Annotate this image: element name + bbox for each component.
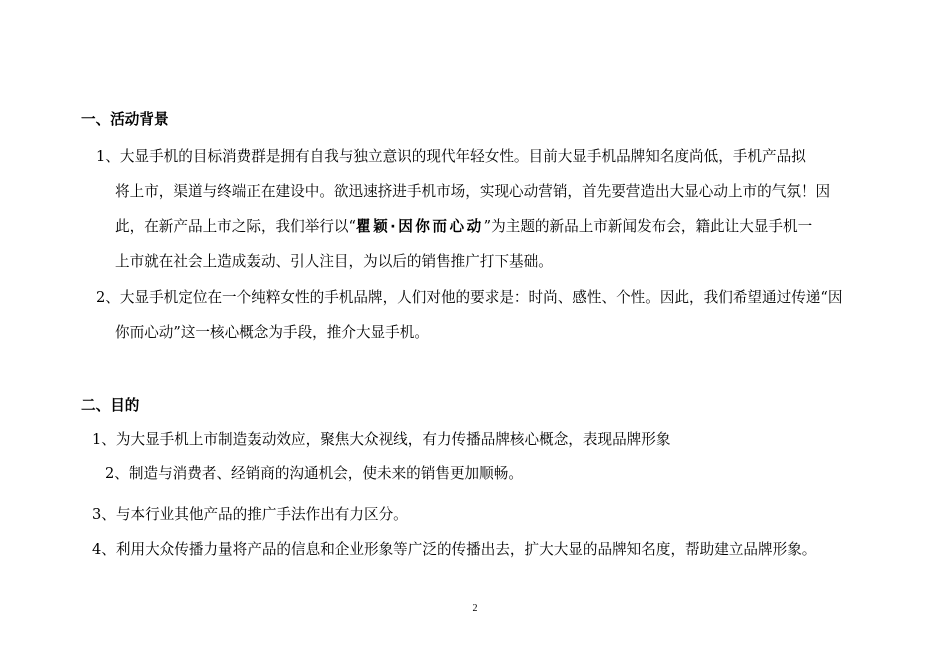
background-paragraph-2-line-2: 你而心动”这一核心概念为手段，推介大显手机。: [115, 324, 429, 341]
event-theme-text: 瞿颖·因你而心动: [355, 218, 484, 235]
purpose-item-4: 4、利用大众传播力量将产品的信息和企业形象等广泛的传播出去，扩大大显的品牌知名度，帮助建立品牌形象。: [92, 541, 817, 558]
background-paragraph-2-line-1: 2、大显手机定位在一个纯粹女性的手机品牌，人们对他的要求是：时尚、感性、个性。因此，我们希望通过传递“因: [96, 289, 843, 306]
purpose-item-3: 3、与本行业其他产品的推广手法作出有力区分。: [92, 506, 408, 523]
background-paragraph-1-line-1: 1、大显手机的目标消费群是拥有自我与独立意识的现代年轻女性。目前大显手机品牌知名度尚低，手机产品拟: [96, 148, 806, 165]
purpose-item-1: 1、为大显手机上市制造轰动效应，聚焦大众视线，有力传播品牌核心概念，表现品牌形象: [92, 431, 671, 448]
section-heading-background: 一、活动背景: [81, 111, 169, 128]
line-3-text-before: 此，在新产品上市之际，我们举行以“: [115, 218, 356, 235]
background-paragraph-1-line-2: 将上市，渠道与终端正在建设中。欲迅速挤进手机市场，实现心动营销，首先要营造出大显心动上市的气氛！因: [115, 183, 831, 200]
background-paragraph-1-line-3: [115, 217, 812, 237]
line-3-text-after: ”为主题的新品上市新闻发布会，籍此让大显手机一: [483, 218, 813, 235]
background-paragraph-1-line-4: 上市就在社会上造成轰动、引人注目，为以后的销售推广打下基础。: [115, 253, 553, 270]
purpose-item-2: 2、制造与消费者、经销商的沟通机会，使未来的销售更加顺畅。: [105, 465, 523, 482]
section-heading-purpose: 二、目的: [81, 397, 140, 414]
page-number: 2: [472, 603, 478, 614]
